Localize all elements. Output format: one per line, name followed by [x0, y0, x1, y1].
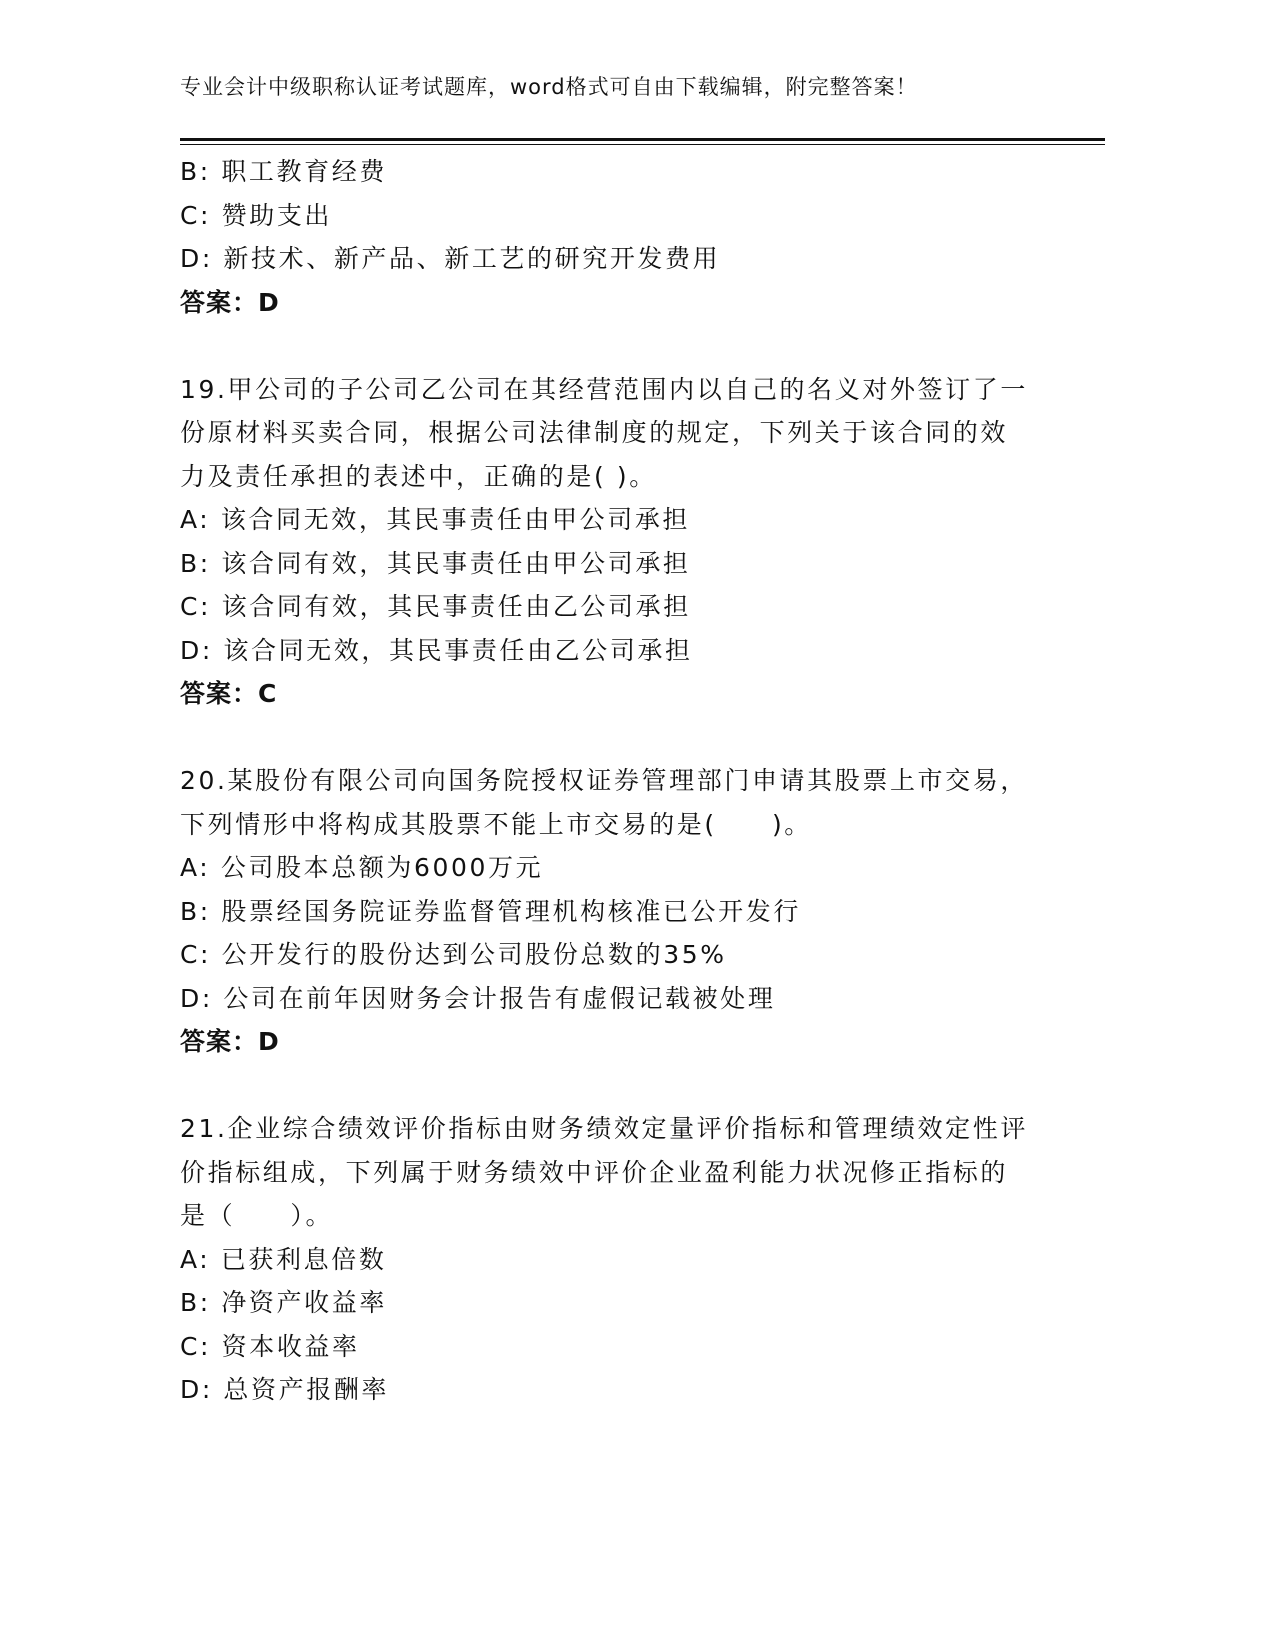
option-line: D: 总资产报酬率 — [180, 1375, 390, 1404]
answer-line: 答案：D — [180, 287, 280, 317]
question-stem-line: 21.企业综合绩效评价指标由财务绩效定量评价指标和管理绩效定性评 — [180, 1114, 1028, 1143]
question-stem-line: 份原材料买卖合同，根据公司法律制度的规定，下列关于该合同的效 — [180, 418, 1009, 447]
option-line: D: 该合同无效，其民事责任由乙公司承担 — [180, 635, 693, 665]
option-line: A: 该合同无效，其民事责任由甲公司承担 — [180, 505, 691, 534]
block-spacer — [180, 716, 1040, 760]
header-rule-thin — [180, 144, 1105, 145]
question-stem-line: 力及责任承担的表述中，正确的是( )。 — [180, 461, 657, 491]
question-stem-line: 19.甲公司的子公司乙公司在其经营范围内以自己的名义对外签订了一 — [180, 374, 1028, 404]
option-line: B: 职工教育经费 — [180, 157, 387, 186]
question-stem-line: 是（ ）。 — [180, 1201, 334, 1230]
answer-line: 答案：D — [180, 1027, 280, 1056]
answer-line: 答案：C — [180, 679, 278, 708]
question-block-21 — [180, 1107, 1040, 1412]
block-spacer — [180, 1064, 1040, 1108]
option-line: D: 新技术、新产品、新工艺的研究开发费用 — [180, 244, 721, 273]
question-block-20 — [180, 759, 1040, 1064]
option-line: C: 该合同有效，其民事责任由乙公司承担 — [180, 592, 691, 621]
block-spacer — [180, 324, 1040, 368]
question-content — [180, 150, 1040, 1412]
option-line: C: 公开发行的股份达到公司股份总数的35% — [180, 940, 727, 969]
option-line: C: 赞助支出 — [180, 200, 333, 230]
question-stem-line: 价指标组成，下列属于财务绩效中评价企业盈利能力状况修正指标的 — [180, 1157, 1009, 1187]
question-block-18 — [180, 150, 1040, 324]
option-line: B: 股票经国务院证券监督管理机构核准已公开发行 — [180, 896, 801, 926]
page-header: 专业会计中级职称认证考试题库，word格式可自由下载编辑，附完整答案！ — [180, 75, 918, 99]
question-block-19 — [180, 368, 1040, 716]
option-line: D: 公司在前年因财务会计报告有虚假记载被处理 — [180, 983, 776, 1013]
question-stem-line: 下列情形中将构成其股票不能上市交易的是( )。 — [180, 809, 812, 839]
question-stem-line: 20.某股份有限公司向国务院授权证券管理部门申请其股票上市交易， — [180, 766, 1028, 795]
header-rule-thick — [180, 138, 1105, 141]
option-line: B: 该合同有效，其民事责任由甲公司承担 — [180, 548, 691, 578]
option-line: C: 资本收益率 — [180, 1331, 360, 1361]
option-line: A: 已获利息倍数 — [180, 1244, 387, 1274]
option-line: A: 公司股本总额为6000万元 — [180, 853, 544, 882]
option-line: B: 净资产收益率 — [180, 1288, 387, 1317]
